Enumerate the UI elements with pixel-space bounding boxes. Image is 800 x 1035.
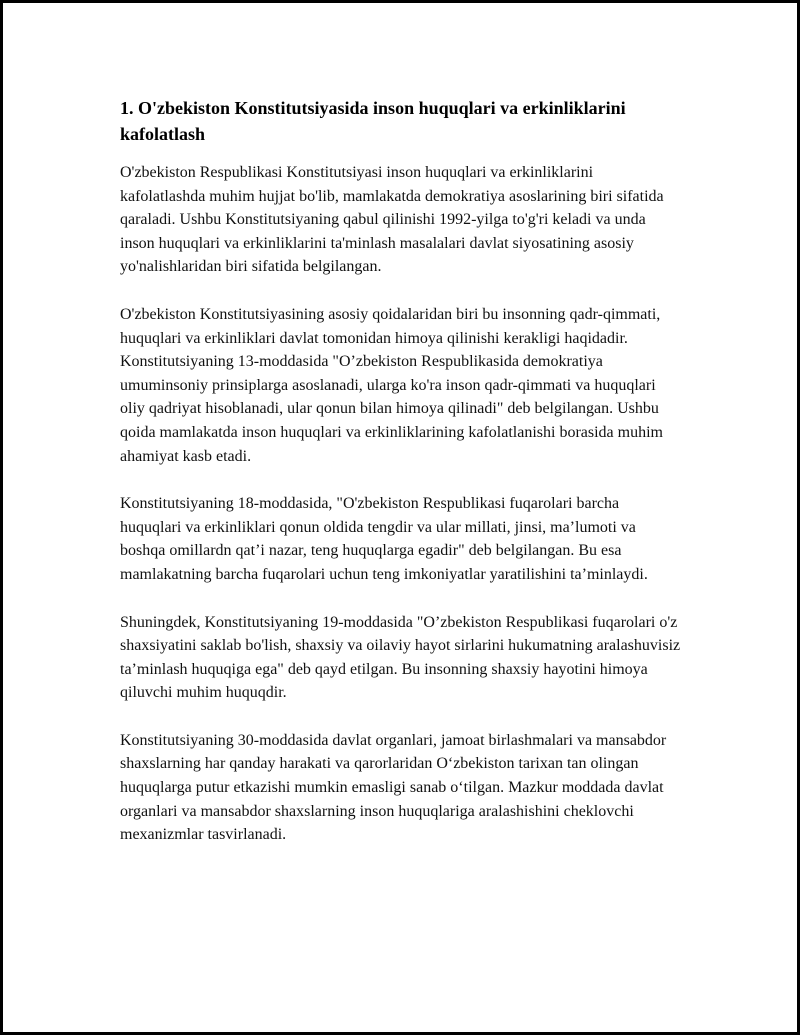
paragraph-article-19: Shuningdek, Konstitutsiyaning 19-moddasida "O’zbekiston Respublikasi fuqarolari o'z shaxsiyatini saklab bo'lish, shaxsiy va oilaviy hayot sirlarini hukumatning aralashuvisiz ta’minlash huquqiga ega" deb qayd etilgan. Bu insonning shaxsiy hayotini himoya qiluvchi muhim huquqdir.: [120, 613, 681, 702]
section-title: 1. O'zbekiston Konstitutsiyasida inson huquqlari va erkinliklarini kafolatlash: [120, 98, 626, 144]
paragraph-article-30: Konstitutsiyaning 30-moddasida davlat organlari, jamoat birlashmalari va mansabdor shaxslarning har qanday harakati va qarorlaridan O‘zbekiston tarixan tan olingan huquqlarga putur etkazishi mumkin emasligi sanab o‘tilgan. Mazkur moddada davlat organlari va mansabdor shaxslarning inson huquqlariga aralashishini cheklovchi mexanizmlar tasvirlanadi.: [120, 731, 667, 844]
paragraph-intro: O'zbekiston Respublikasi Konstitutsiyasi inson huquqlari va erkinliklarini kafolatlashda muhim hujjat bo'lib, mamlakatda demokratiya asoslarining biri sifatida qaraladi. Ushbu Konstitutsiyaning qabul qilinishi 1992-yilga to'g'ri keladi va unda inson huquqlari va erkinliklarini ta'minlash masalalari davlat siyosatining asosiy yo'nalishlaridan biri sifatida belgilangan.: [120, 164, 664, 276]
paragraph-article-18: Konstitutsiyaning 18-moddasida, "O'zbekiston Respublikasi fuqarolari barcha huquqlari va erkinliklari qonun oldida tengdir va ular millati, jinsi, ma’lumoti va boshqa omillardn qat’i nazar, teng huquqlarga egadir" deb belgilangan. Bu esa mamlakatning barcha fuqarolari uchun teng imkoniyatlar yaratilishini ta’minlaydi.: [120, 495, 648, 583]
paragraph-article-13: O'zbekiston Konstitutsiyasining asosiy qoidalaridan biri bu insonning qadr-qimmati, huquqlari va erkinliklari davlat tomonidan himoya qilinishi kerakligi haqidadir. Konstitutsiyaning 13-moddasida "O’zbekiston Respublikasida demokratiya umuminsoniy prinsiplarga asoslanadi, ularga ko'ra inson qadr-qimmati va huquqlari oliy qadriyat hisoblanadi, ular qonun bilan himoya qilinadi" deb belgilangan. Ushbu qoida mamlakatda inson huquqlari va erkinliklarining kafolatlanishi borasida muhim ahamiyat kasb etadi.: [120, 305, 663, 465]
